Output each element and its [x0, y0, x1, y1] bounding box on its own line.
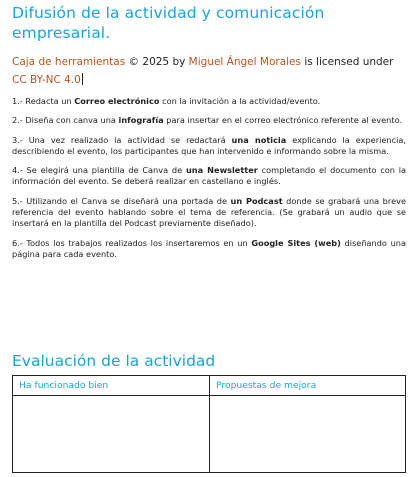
license-middle-text: is licensed under: [304, 56, 394, 68]
evaluation-title: Evaluación de la actividad: [12, 352, 216, 370]
task-text: 3.- Una vez realizado la actividad se redactará: [12, 134, 232, 145]
author-link[interactable]: Miguel Ángel Morales: [188, 56, 301, 68]
task-item-4: [12, 165, 406, 188]
task-text: 1.- Redacta un: [12, 96, 75, 106]
text-cursor: [82, 73, 83, 85]
license-year-text: © 2025 by: [128, 56, 186, 68]
license-link[interactable]: CC BY-NC 4.0: [12, 74, 81, 86]
task-text: con la invitación a la actividad/evento.: [159, 96, 321, 106]
task-keyword: un Podcast: [230, 195, 283, 206]
page-title: Difusión de la actividad y comunicación empresarial.: [12, 4, 325, 42]
evaluation-table: [12, 375, 406, 473]
task-item-2: [12, 115, 406, 126]
task-text: donde se grabará una breve referencia del evento hablando sobre el tema de referencia. (Se grabará un audio que se insertará en la plantilla del Podcast previamente diseñado).: [12, 195, 406, 229]
task-item-1: [12, 96, 406, 107]
evaluation-cell-left[interactable]: [13, 396, 209, 472]
task-text: para insertar en el correo electrónico referente al evento.: [163, 115, 403, 126]
task-text: 5.- Utilizando el Canva se diseñará una portada de: [12, 195, 231, 206]
task-item-3: [12, 135, 406, 158]
task-text: 4.- Se elegirá una plantilla de Canva de: [12, 165, 186, 176]
evaluation-column-right: [210, 376, 405, 472]
task-text: diseñando una página para cada evento.: [12, 237, 406, 259]
task-item-6: [12, 238, 406, 261]
evaluation-column-left: [13, 376, 210, 472]
evaluation-header-right: Propuestas de mejora: [210, 376, 405, 396]
task-text: 2.- Diseña con canva una: [12, 115, 119, 126]
task-text: explicando la experiencia, describiendo el evento, los participantes que han intervenido e informando sobre la misma.: [12, 134, 406, 156]
task-keyword: Google Sites (web): [251, 237, 341, 248]
task-text: 6.- Todos los trabajos realizados los insertaremos en un: [12, 237, 252, 248]
task-keyword: una noticia: [231, 134, 287, 145]
work-link[interactable]: Caja de herramientas: [12, 56, 126, 68]
task-item-5: [12, 196, 406, 230]
task-keyword: infografía: [118, 115, 164, 126]
license-line: [12, 53, 408, 89]
task-list: [12, 96, 406, 268]
evaluation-header-left: Ha funcionado bien: [13, 376, 209, 396]
task-keyword: una Newsletter: [185, 165, 258, 176]
task-text: completando el documento con la información del evento. Se deberá realizar en castellano e inglés.: [12, 165, 407, 187]
task-keyword: Correo electrónico: [74, 96, 160, 106]
evaluation-cell-right[interactable]: [210, 396, 405, 472]
